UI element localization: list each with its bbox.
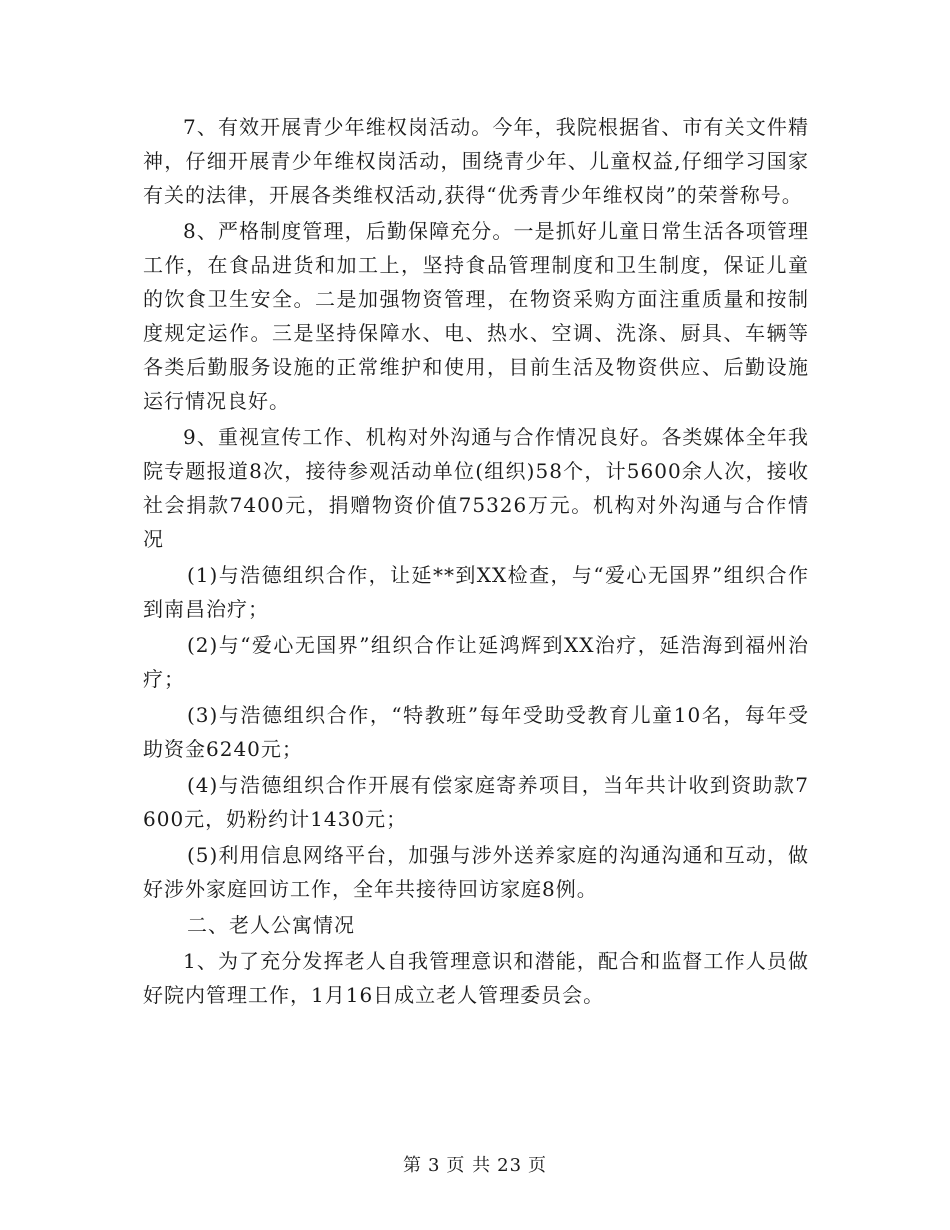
current-page-number: 3 bbox=[427, 1155, 441, 1176]
paragraph-item-9: 9、重视宣传工作、机构对外沟通与合作情况良好。各类媒体全年我院专题报道8次，接待参观活动单位(组织)58个，计5600余人次，接收社会捐款7400元，捐赠物资价值75326万元。机构对外沟通与合作情况 bbox=[143, 425, 809, 551]
paragraph-elderly-1: 1、为了充分发挥老人自我管理意识和潜能，配合和监督工作人员做好院内管理工作，1月16日成立老人管理委员会。 bbox=[143, 949, 809, 1007]
page-label-suffix: 页 bbox=[528, 1155, 548, 1176]
page-footer bbox=[0, 1151, 950, 1177]
section-heading-elderly: 二、老人公寓情况 bbox=[187, 913, 355, 937]
paragraph-item-7: 7、有效开展青少年维权岗活动。今年，我院根据省、市有关文件精神，仔细开展青少年维权岗活动，围绕青少年、儿童权益,仔细学习国家有关的法律，开展各类维权活动,获得“优秀青少年维权岗”的荣誉称号。 bbox=[143, 115, 809, 207]
sub-item-3: (3)与浩德组织合作，“特教班”每年受助受教育儿童10名，每年受助资金6240元； bbox=[143, 703, 809, 761]
page-label-mid: 页 共 bbox=[446, 1155, 492, 1176]
page-label-prefix: 第 bbox=[402, 1155, 422, 1176]
sub-item-4: (4)与浩德组织合作开展有偿家庭寄养项目，当年共计收到资助款7600元，奶粉约计1430元； bbox=[143, 773, 809, 831]
sub-item-2: (2)与“爱心无国界”组织合作让延鸿辉到XX治疗，延浩海到福州治疗； bbox=[143, 633, 809, 691]
document-body bbox=[143, 110, 809, 1014]
total-pages-number: 23 bbox=[497, 1155, 523, 1176]
paragraph-item-8: 8、严格制度管理，后勤保障充分。一是抓好儿童日常生活各项管理工作，在食品进货和加工上，坚持食品管理制度和卫生制度，保证儿童的饮食卫生安全。二是加强物资管理，在物资采购方面注重质量和按制度规定运作。三是坚持保障水、电、热水、空调、洗涤、厨具、车辆等各类后勤服务设施的正常维护和使用，目前生活及物资供应、后勤设施运行情况良好。 bbox=[143, 219, 809, 413]
sub-item-5: (5)利用信息网络平台，加强与涉外送养家庭的沟通沟通和互动，做好涉外家庭回访工作，全年共接待回访家庭8例。 bbox=[143, 843, 809, 901]
sub-item-1: (1)与浩德组织合作，让延**到XX检查，与“爱心无国界”组织合作到南昌治疗； bbox=[143, 563, 809, 621]
